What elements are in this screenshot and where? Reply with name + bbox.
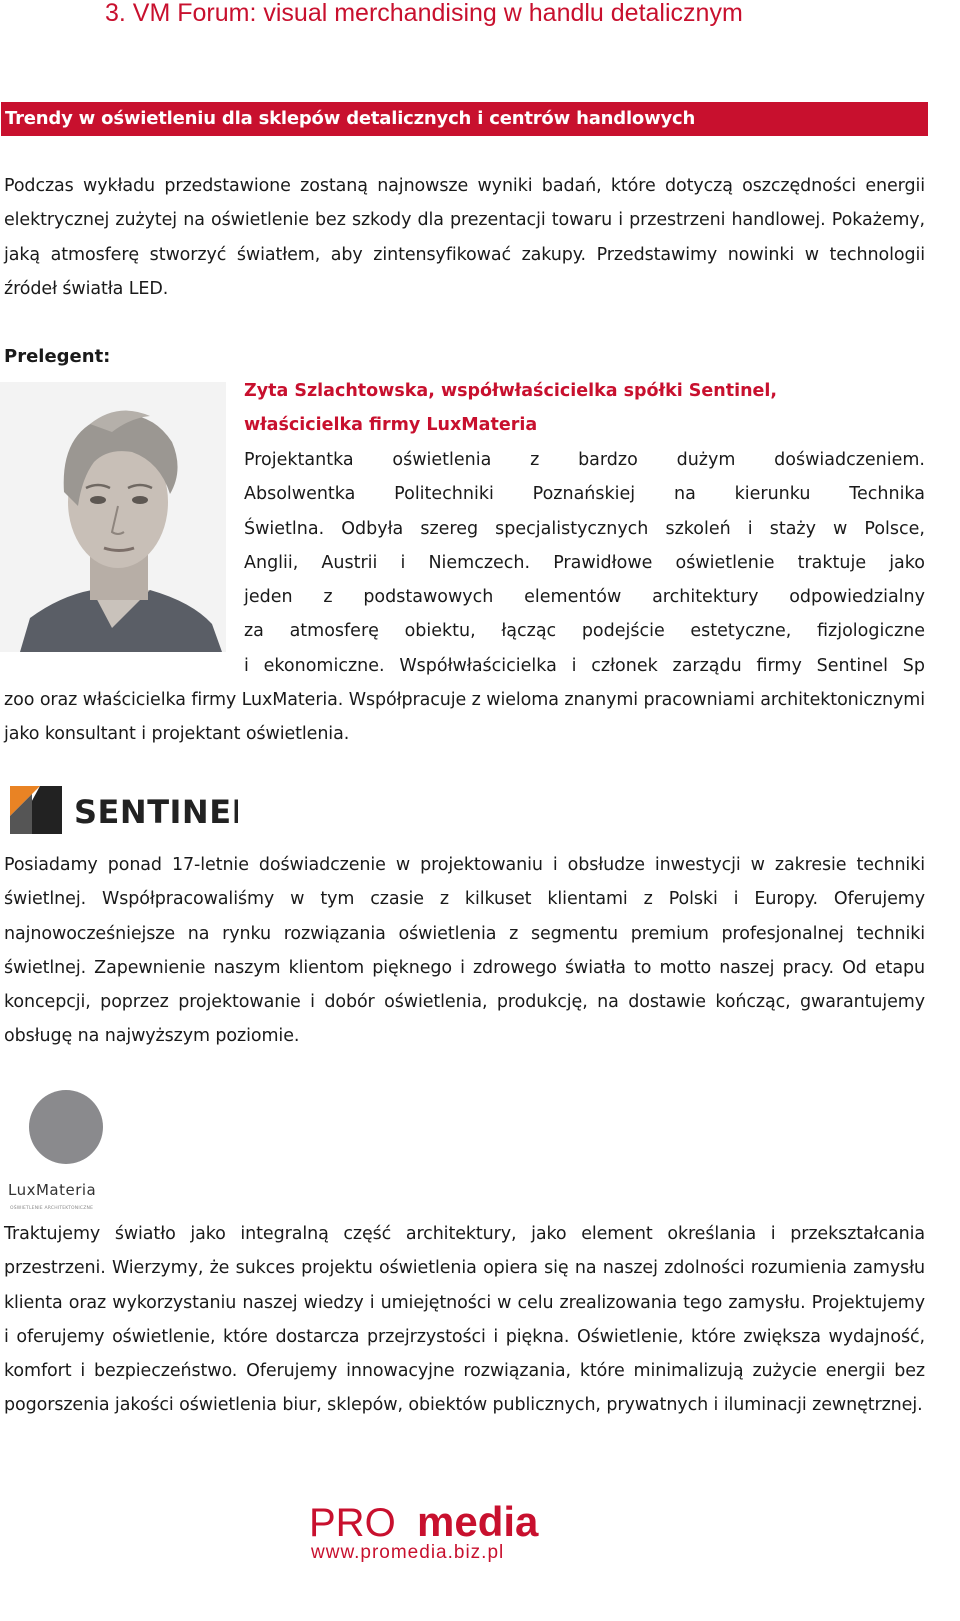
sentinel-paragraph: Posiadamy ponad 17-letnie doświadczenie w projektowaniu i obsłudze inwestycji w zakresie techniki świetlnej. Współpracowaliśmy w tym czasie z kilkuset klientami z Polski i Europy. Oferujemy najnowocześniejsze na rynku rozwiązania oświetlenia z segmentu premium profesjonalnej techniki świetlnej. Zapewnienie naszym klientom pięknego i zdrowego światła to motto naszej pracy. Od etapu koncepcji, poprzez projektowanie i dobór oświetlenia, produkcję, na dostawie kończąc, gwarantujemy obsługę na najwyższym poziomie. [4,855,925,1047]
sentinel-logo-text: SENTINEL [74,793,238,831]
luxmateria-logo-text: LuxMateria [8,1181,97,1199]
luxmateria-logo [4,1087,128,1217]
section-heading-bar [1,102,928,136]
promedia-logo-pro: PRO [309,1501,396,1545]
speaker-affiliation-line: właścicielka firmy LuxMateria [244,415,538,436]
sentinel-logo [10,786,238,838]
section-heading: Trendy w oświetleniu dla sklepów detalicznych i centrów handlowych [5,108,696,129]
bio-line: Anglii, Austrii i Niemczech. Prawidłowe oświetlenie traktuje jako [244,552,925,573]
speaker-name [244,374,844,443]
speaker-bio-side [244,443,925,683]
speaker-label: Prelegent: [4,346,111,367]
bio-line: Świetlna. Odbyła szereg specjalistycznych szkoleń i staży w Polsce, [244,518,925,539]
speaker-name-line: Zyta Szlachtowska, współwłaścicielka spółki Sentinel, [244,381,778,401]
luxmateria-logo-subtitle: OŚWIETLENIE ARCHITEKTONICZNE [10,1206,94,1211]
promedia-url: www.promedia.biz.pl [311,1542,505,1563]
bio-line: za atmosferę obiektu, łącząc podejście estetyczne, fizjologiczne [244,621,925,642]
speaker-bio-continuation: zoo oraz właścicielka firmy LuxMateria. Współpracuje z wieloma znanymi pracowniami architektonicznymi jako konsultant i projektant oświetlenia. [4,690,925,745]
promedia-logo [305,1496,625,1564]
bio-line: Projektantka oświetlenia z bardzo dużym doświadczeniem. [244,450,925,470]
bio-line: Absolwentka Politechniki Poznańskiej na kierunku Technika [244,484,925,505]
luxmateria-paragraph: Traktujemy światło jako integralną część architektury, jako element określania i przekształcania przestrzeni. Wierzymy, że sukces projektu oświetlenia opiera się na naszej zdolności rozumienia zamysłu klienta oraz wykorzystaniu naszej wiedzy i umiejętności w celu zrealizowania tego zamysłu. Projektujemy i oferujemy oświetlenie, które dostarcza przejrzystości i piękna. Oświetlenie, które zwiększa wydajność, komfort i bezpieczeństwo. Oferujemy innowacyjne rozwiązania, które minimalizują zużycie energii bez pogorszenia jakości oświetlenia biur, sklepów, obiektów publicznych, prywatnych i iluminacji zewnętrznej. [4,1224,925,1416]
page-title: 3. VM Forum: visual merchandising w handlu detalicznym [105,0,743,27]
speaker-photo [0,382,226,652]
bio-line: i ekonomiczne. Współwłaścicielka i członek zarządu firmy Sentinel Sp [244,655,925,676]
promedia-logo-media: media [417,1498,539,1545]
intro-paragraph: Podczas wykładu przedstawione zostaną najnowsze wyniki badań, które dotyczą oszczędności energii elektrycznej zużytej na oświetlenie bez szkody dla prezentacji towaru i przestrzeni handlowej. Pokażemy, jaką atmosferę stworzyć światłem, aby zintensyfikować zakupy. Przedstawimy nowinki w technologii źródeł światła LED. [4,176,925,299]
bio-line: jeden z podstawowych elementów architektury odpowiedzialny [244,587,925,608]
